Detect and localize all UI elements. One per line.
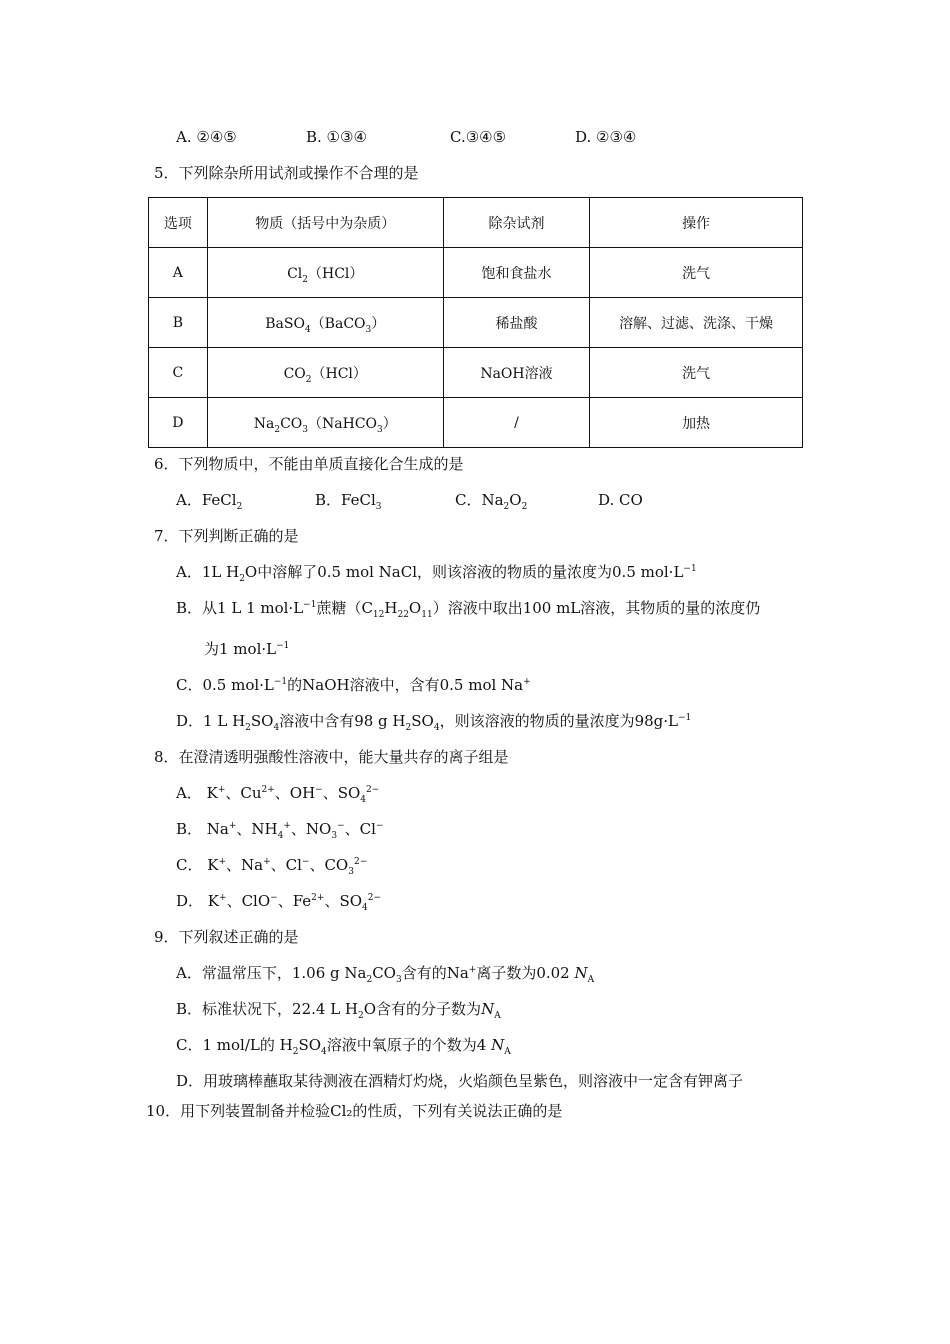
q5-stem: 5．下列除杂所用试剂或操作不合理的是 [154,164,419,182]
row-operation: 溶解、过滤、洗涤、干燥 [590,298,803,348]
table-row [149,298,803,348]
q8-option-d: D． K+、ClO−、$Fe^{2+}$、$SO_4^{2-}$ [176,892,382,913]
q8-option-a: A． K+、$Cu^{2+}$、OH−、$SO_4^{2-}$ [176,784,380,805]
q8-stem: 8．在澄清透明强酸性溶液中，能大量共存的离子组是 [154,748,509,766]
q6-option-d: D. CO [598,491,643,509]
q4-option-c: C.③④⑤ [450,128,507,146]
row-reagent: NaOH溶液 [443,348,589,398]
row-reagent: 稀盐酸 [443,298,589,348]
table-row [149,348,803,398]
q7-option-c: C．0.5 $mol\cdot L^{-1}$的NaOH溶液中，含有0.5 mol Na+ [176,676,531,694]
q9-option-d: D．用玻璃棒蘸取某待测液在酒精灯灼烧，火焰颜色呈紫色，则溶液中一定含有钾离子 [176,1072,744,1090]
row-operation: 洗气 [590,248,803,298]
q9-stem: 9．下列叙述正确的是 [154,928,299,946]
q7-option-a: A．1L $H_2O$中溶解了0.5 mol NaCl，则该溶液的物质的量浓度为0.5 $mol\cdot L^{-1}$ [176,563,697,584]
table-header-row [149,198,803,248]
row-option: D [149,398,208,448]
row-substance: $Na_2CO_3(NaHCO_3)$ [207,398,443,448]
header-operation: 操作 [590,198,803,248]
header-reagent: 除杂试剂 [443,198,589,248]
q4-option-b: B. ①③④ [306,128,367,146]
q7-stem: 7．下列判断正确的是 [154,527,299,545]
q8-option-c: C． K+、Na+、Cl−、$CO_3^{2-}$ [176,856,368,877]
row-option: A [149,248,208,298]
q7-option-b-cont: 为1 $mol\cdot L^{-1}$ [204,640,290,658]
q7-option-b: B．从1 L 1 $mol\cdot L^{-1}$蔗糖$(C_{12}H_{22}O_{11})$溶液中取出100 mL溶液，其物质的量的浓度仍 [176,599,761,620]
q5-table [148,197,803,448]
row-operation: 加热 [590,398,803,448]
header-substance: 物质（括号中为杂质） [207,198,443,248]
q8-option-b: B． Na+、$NH_4^+$、$NO_3^-$、Cl− [176,820,384,841]
q9-option-b: B．标准状况下，22.4 L $H_2O$含有的分子数为$N_A$ [176,1000,501,1021]
row-reagent: / [443,398,589,448]
q4-option-a: A. ②④⑤ [176,128,237,146]
row-substance: BaSO$_4$（BaCO$_3$） [207,298,443,348]
q7-option-d: D．1 L $H_2SO_4$溶液中含有98 g $H_2SO_4$，则该溶液的物质的量浓度为$98g\cdot L^{-1}$ [176,712,692,733]
q6-stem: 6．下列物质中，不能由单质直接化合生成的是 [154,455,464,473]
q10-stem: 10．用下列装置制备并检验Cl₂的性质，下列有关说法正确的是 [146,1102,563,1120]
row-operation: 洗气 [590,348,803,398]
row-option: C [149,348,208,398]
row-substance: $CO_2(HCl)$ [207,348,443,398]
q6-option-a: A．FeCl$_2$ [176,491,243,512]
row-reagent: 饱和食盐水 [443,248,589,298]
q6-option-b: B．FeCl$_3$ [315,491,382,512]
table-row [149,398,803,448]
q9-option-c: C．1 mol/L的 $H_2SO_4$溶液中氧原子的个数为4 $N_A$ [176,1036,511,1057]
header-option: 选项 [149,198,208,248]
row-substance: $Cl_2(HCl)$ [207,248,443,298]
q4-option-d: D. ②③④ [575,128,637,146]
table-row [149,248,803,298]
q6-option-c: C．$Na_2O_2$ [455,491,528,512]
q9-option-a: A．常温常压下，1.06 g $Na_2CO_3$含有的Na+离子数为0.02 $N_A$ [176,964,595,985]
row-option: B [149,298,208,348]
